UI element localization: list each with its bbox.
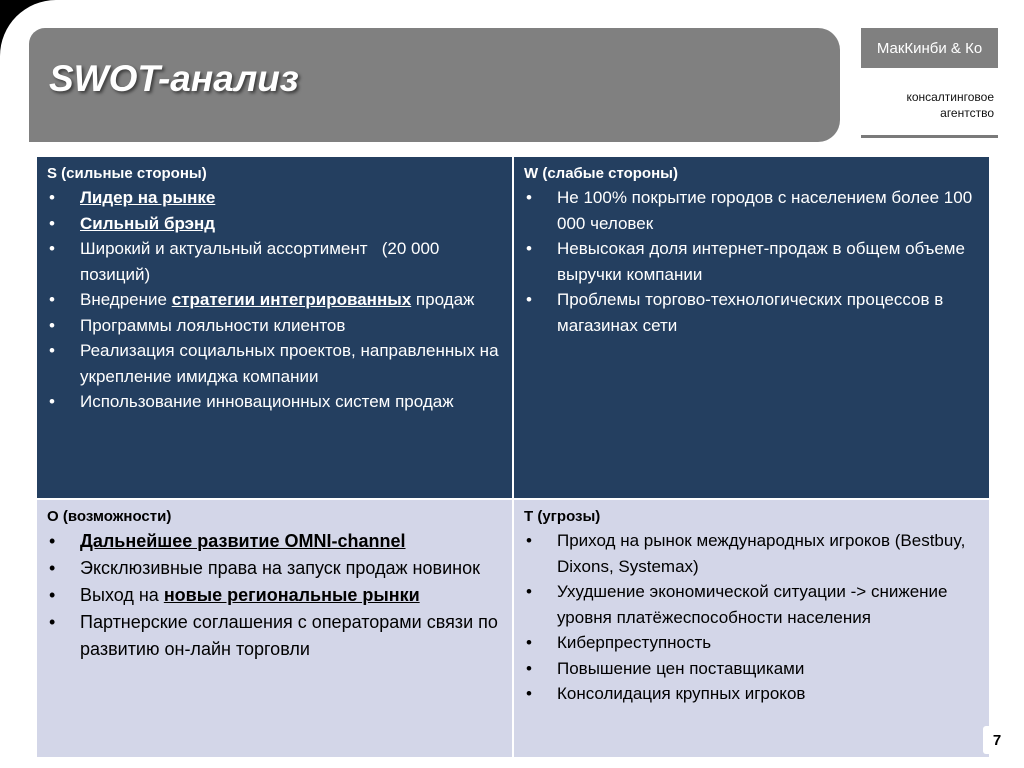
- strengths-item-1-text: Лидер на рынке: [80, 188, 216, 207]
- opportunities-item-3: [47, 582, 502, 609]
- strengths-item-7-text: Использование инновационных систем продаж: [80, 392, 454, 411]
- weaknesses-item-2: [524, 236, 979, 287]
- strengths-item-4-emphasis: стратегии интегрированных: [171, 290, 412, 309]
- strengths-item-3-text: Широкий и актуальный ассортимент (20 000 позиций): [80, 239, 445, 284]
- threats-item-3: [524, 630, 979, 656]
- weaknesses-list: [524, 185, 979, 338]
- strengths-item-4-pre: Внедрение: [80, 290, 172, 309]
- strengths-item-4-post: продаж: [411, 290, 475, 309]
- weaknesses-title: W (слабые стороны): [524, 165, 678, 182]
- opportunities-item-4: [47, 609, 502, 663]
- brand-logo: МакКинби & Ко: [861, 28, 998, 68]
- strengths-item-2: [47, 211, 502, 237]
- strengths-item-6: [47, 338, 502, 389]
- threats-title: T (угрозы): [524, 508, 601, 525]
- threats-item-1-text: Приход на рынок международных игроков (Bestbuy, Dixons, Systemax): [557, 531, 966, 576]
- threats-list: [524, 528, 979, 707]
- strengths-item-1: [47, 185, 502, 211]
- weaknesses-item-3-text: Проблемы торгово-технологических процессов в магазинах сети: [557, 290, 944, 335]
- threats-item-5: [524, 681, 979, 707]
- weaknesses-item-2-text: Невысокая доля интернет-продаж в общем объеме выручки компании: [557, 239, 965, 284]
- brand-divider: [861, 135, 998, 138]
- swot-table: [37, 157, 989, 757]
- opportunities-item-2-text: Эксклюзивные права на запуск продаж новинок: [80, 558, 480, 578]
- strengths-item-2-text: Сильный брэнд: [80, 213, 216, 233]
- opportunities-item-4-text: Партнерские соглашения с операторами связи по развитию он-лайн торговли: [80, 612, 498, 659]
- threats-item-2: [524, 579, 979, 630]
- threats-item-4-text: Повышение цен поставщиками: [557, 658, 805, 678]
- opportunities-item-3-pre: Выход на: [80, 585, 164, 605]
- threats-cell: [514, 500, 989, 757]
- opportunities-item-1-text: Дальнейшее развитие OMNI-channel: [80, 531, 406, 551]
- brand-subtitle-line-1: консалтинговое: [906, 90, 994, 104]
- page-number: 7: [983, 726, 1011, 754]
- weaknesses-item-1: [524, 185, 979, 236]
- strengths-item-3: [47, 236, 502, 287]
- strengths-list: [47, 185, 502, 415]
- opportunities-cell: [37, 500, 512, 757]
- opportunities-item-3-emphasis: новые региональные рынки: [163, 585, 420, 605]
- weaknesses-cell: [514, 157, 989, 498]
- weaknesses-item-3: [524, 287, 979, 338]
- opportunities-title: O (возможности): [47, 508, 172, 525]
- threats-item-5-text: Консолидация крупных игроков: [557, 684, 806, 703]
- strengths-cell: [37, 157, 512, 498]
- opportunities-item-2: [47, 555, 502, 582]
- weaknesses-item-1-text: Не 100% покрытие городов с населением более 100 000 человек: [557, 188, 973, 233]
- threats-item-2-text: Ухудшение экономической ситуации -> снижение уровня платёжеспособности населения: [557, 582, 948, 627]
- threats-item-1: [524, 528, 979, 579]
- title-bar: [29, 28, 840, 142]
- opportunities-item-1: [47, 528, 502, 555]
- strengths-item-6-text: Реализация социальных проектов, направленных на укрепление имиджа компании: [80, 341, 499, 386]
- threats-item-3-text: Киберпреступность: [557, 633, 712, 652]
- strengths-item-5-text: Программы лояльности клиентов: [80, 315, 346, 335]
- strengths-item-7: [47, 389, 502, 415]
- strengths-item-5: [47, 313, 502, 339]
- opportunities-list: [47, 528, 502, 663]
- slide-title: SWOT-анализ: [49, 58, 299, 99]
- brand-subtitle-line-2: агентство: [940, 106, 994, 120]
- threats-item-4: [524, 656, 979, 682]
- brand-subtitle: [861, 89, 994, 121]
- strengths-title: S (сильные стороны): [47, 165, 207, 182]
- strengths-item-4: [47, 287, 502, 313]
